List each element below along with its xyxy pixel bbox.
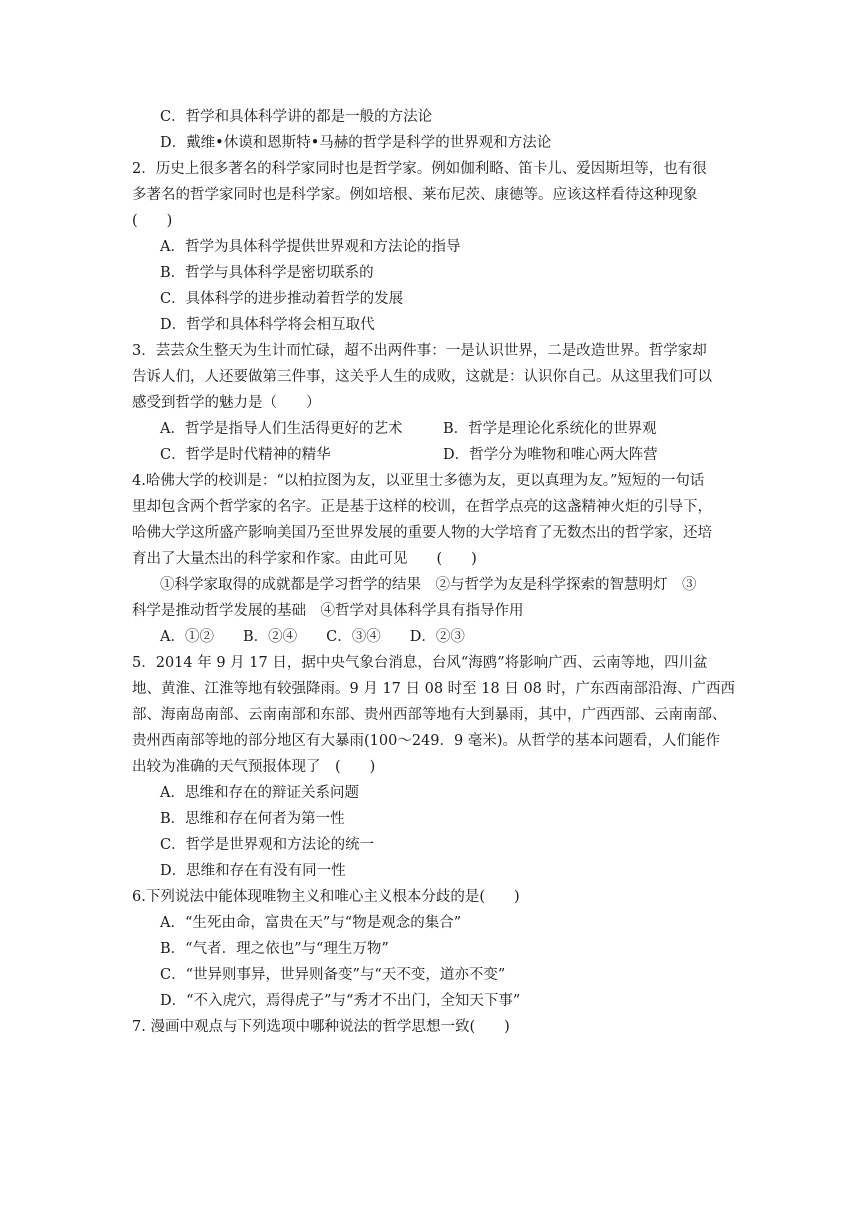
q5-stem-line-2: 地、黄淮、江淮等地有较强降雨。9 月 17 日 08 时至 18 日 08 时，广东西南部沿海、广西西 — [132, 681, 736, 697]
q4-statements-line-2: 科学是推动哲学发展的基础 ④哲学对具体科学具有指导作用 — [132, 603, 524, 619]
q4-stem-line-4: 育出了大量杰出的科学家和作家。由此可见 ( ) — [132, 551, 477, 567]
q5-option-b: B．思维和存在何者为第一性 — [160, 811, 345, 827]
q3-stem-line-1: 3．芸芸众生整天为生计而忙碌，超不出两件事：一是认识世界，二是改造世界。哲学家却 — [132, 343, 707, 359]
q2-option-d: D．哲学和具体科学将会相互取代 — [160, 317, 375, 333]
q5-option-a: A．思维和存在的辩证关系问题 — [160, 785, 359, 801]
q6-option-a: A．“生死由命，富贵在天”与“物是观念的集合” — [160, 915, 462, 931]
q6-option-b: B．“气者．理之依也”与“理生万物” — [160, 941, 389, 957]
q3-stem-line-2: 告诉人们，人还要做第三件事，这关乎人生的成败，这就是：认识你自己。从这里我们可以 — [132, 369, 712, 385]
q3-option-d: D．哲学分为唯物和唯心两大阵营 — [443, 447, 658, 463]
q1-option-d: D．戴维•休谟和恩斯特•马赫的哲学是科学的世界观和方法论 — [160, 135, 552, 151]
q2-option-a: A．哲学为具体科学提供世界观和方法论的指导 — [160, 239, 461, 255]
q3-stem-line-3: 感受到哲学的魅力是（ ） — [132, 395, 321, 411]
q4-stem-line-1: 4.哈佛大学的校训是：“以柏拉图为友，以亚里士多德为友，更以真理为友。”短短的一句话 — [132, 473, 705, 489]
q5-option-c: C．哲学是世界观和方法论的统一 — [160, 837, 375, 853]
q7-stem: 7. 漫画中观点与下列选项中哪种说法的哲学思想一致( ) — [132, 1019, 510, 1035]
q1-option-c: C．哲学和具体科学讲的都是一般的方法论 — [160, 109, 433, 125]
q2-option-c: C．具体科学的进步推动着哲学的发展 — [160, 291, 404, 307]
q5-stem-line-1: 5．2014 年 9 月 17 日，据中央气象台消息，台风“海鸥”将影响广西、云南等地，四川盆 — [132, 655, 708, 671]
q2-stem-line-2: 多著名的哲学家同时也是科学家。例如培根、莱布尼茨、康德等。应该这样看待这种现象 — [132, 187, 698, 203]
q2-stem-line-3: ( ) — [132, 213, 173, 229]
q6-option-c: C．“世异则事异，世异则备变”与“天不变，道亦不变” — [160, 967, 506, 983]
q3-option-b: B．哲学是理论化系统化的世界观 — [443, 421, 657, 437]
q3-option-c: C．哲学是时代精神的精华 — [160, 447, 331, 463]
q4-stem-line-2: 里却包含两个哲学家的名字。正是基于这样的校训，在哲学点亮的这盏精神火炬的引导下， — [132, 499, 712, 515]
q5-stem-line-5: 出较为准确的天气预报体现了 ( ) — [132, 759, 376, 775]
q4-stem-line-3: 哈佛大学这所盛产影响美国乃至世界发展的重要人物的大学培育了无数杰出的哲学家，还培 — [132, 525, 712, 541]
q5-option-d: D．思维和存在有没有同一性 — [160, 863, 346, 879]
q4-statements-line-1: ①科学家取得的成就都是学习哲学的结果 ②与哲学为友是科学探索的智慧明灯 ③ — [160, 577, 697, 593]
q6-option-d: D．“不入虎穴，焉得虎子”与“秀才不出门，全知天下事” — [160, 993, 521, 1009]
q5-stem-line-4: 贵州西南部等地的部分地区有大暴雨(100～249．9 毫米)。从哲学的基本问题看，人们能作 — [132, 733, 720, 749]
q6-stem: 6.下列说法中能体现唯物主义和唯心主义根本分歧的是( ) — [132, 889, 520, 905]
q5-stem-line-3: 部、海南岛南部、云南南部和东部、贵州西部等地有大到暴雨，其中，广西西部、云南南部、 — [132, 707, 727, 723]
q4-options: A．①② B．②④ C．③④ D．②③ — [160, 629, 465, 645]
q2-option-b: B．哲学与具体科学是密切联系的 — [160, 265, 374, 281]
q3-option-a: A．哲学是指导人们生活得更好的艺术 — [160, 421, 403, 437]
q2-stem-line-1: 2．历史上很多著名的科学家同时也是哲学家。例如伽利略、笛卡儿、爱因斯坦等，也有很 — [132, 161, 707, 177]
